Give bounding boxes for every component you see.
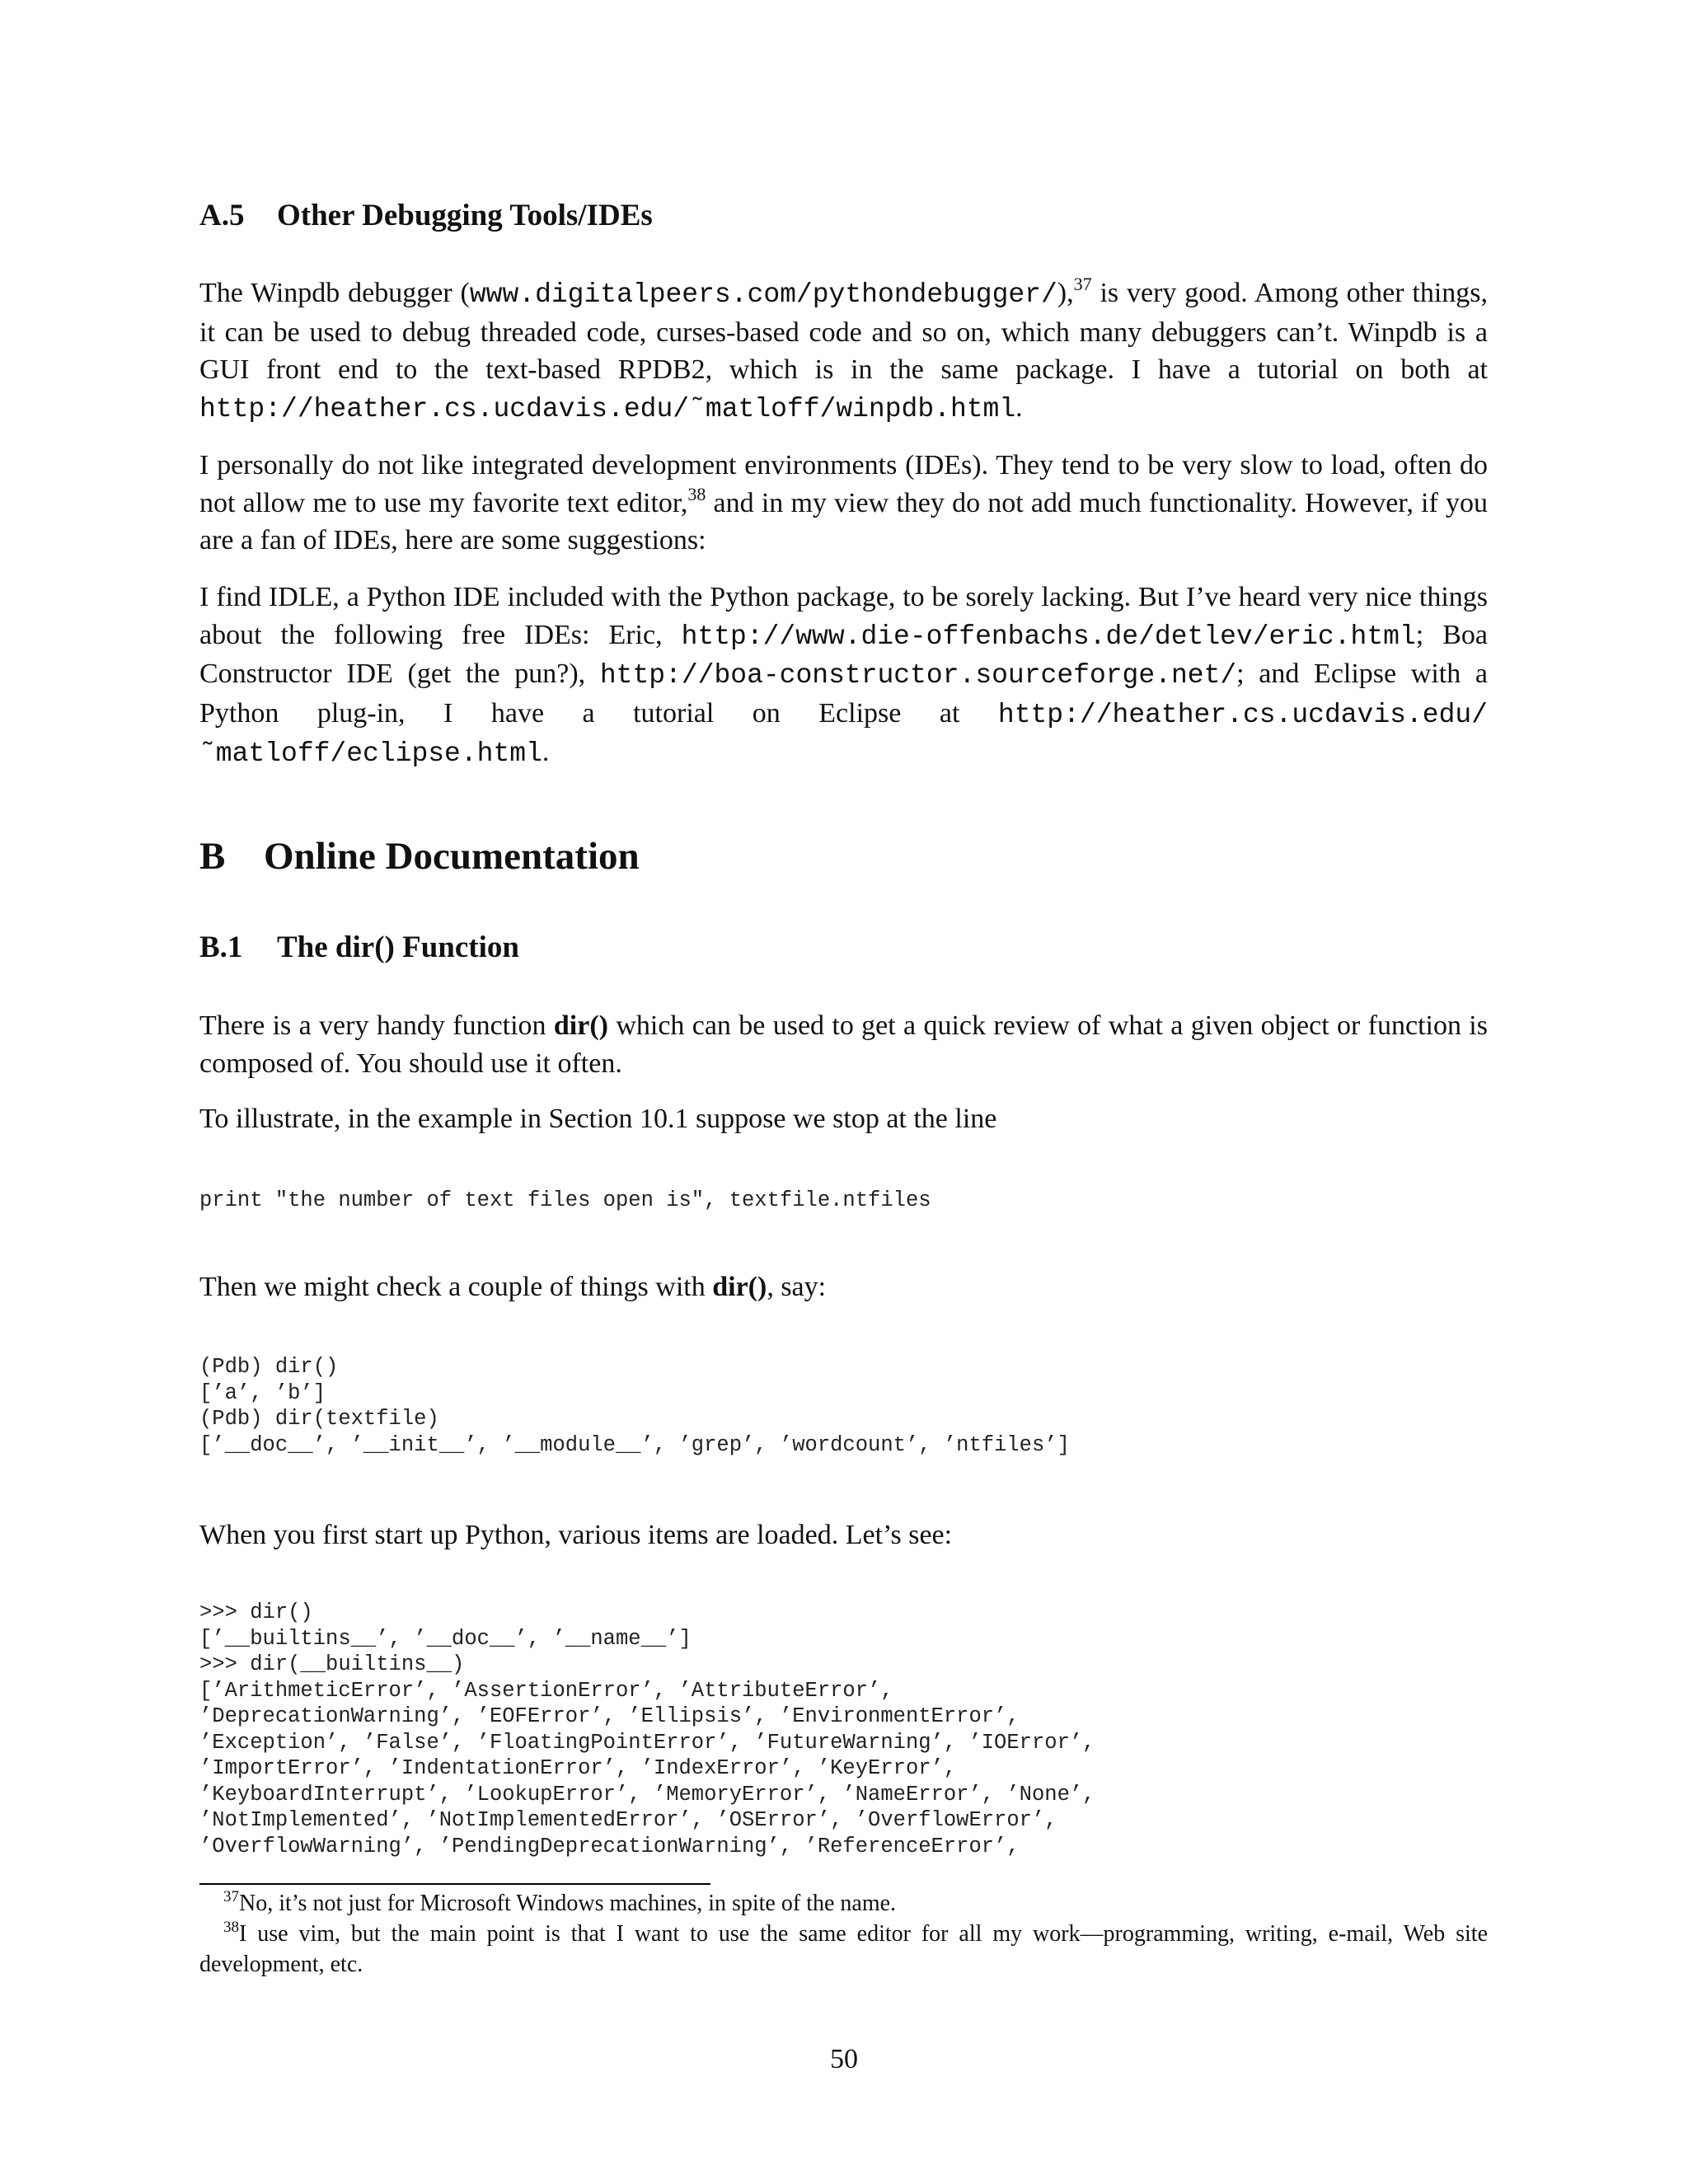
eric-url-link[interactable]: http://www.die-offenbachs.de/detlev/eric.html <box>681 621 1416 652</box>
section-b-heading <box>199 834 1488 879</box>
text-run: The Winpdb debugger ( <box>199 278 470 308</box>
section-b1-title: The dir() Function <box>277 930 519 964</box>
text-run: . <box>1015 391 1023 423</box>
section-a5-paragraph-1 <box>199 274 1488 428</box>
text-run: is very good. Among other things, it can be used to debug threaded code, curses-based code and so on, which many debuggers can’t. Winpdb is a GUI front end to the text-based RPDB2, which is in the same package. I have a tutorial on both at <box>199 278 1489 385</box>
text-run: ; and Eclipse with a Python plug-in, I have a tutorial on Eclipse at <box>199 658 1488 729</box>
footnote-38-text: I use vim, but the main point is that I want to use the same editor for all my work—programming, writing, e-mail, Web site development, etc. <box>199 1921 1488 1977</box>
code-block-3 <box>199 1600 1488 1859</box>
boa-url-link[interactable]: http://boa-constructor.sourceforge.net/ <box>599 660 1237 691</box>
section-b-title: Online Documentation <box>264 835 640 878</box>
footnote-ref-37[interactable]: 37 <box>1073 274 1092 294</box>
text-run: There is a very handy function <box>199 1010 554 1041</box>
text-run: . <box>542 737 550 767</box>
section-a5-heading-row <box>199 198 1488 233</box>
section-b1-paragraph-3 <box>199 1268 1488 1306</box>
code-pdb-session: (Pdb) dir() [’a’, ’b’] (Pdb) dir(textfile) [’__doc__’, ’__init__’, ’__module__’, ’grep’, ’wordcount’, ’ntfiles’] <box>199 1355 1070 1457</box>
text-run: ), <box>1057 278 1074 308</box>
code-print-line: print "the number of text files open is", textfile.ntfiles <box>199 1188 931 1212</box>
footnote-37 <box>199 1888 1488 1919</box>
section-a5-paragraph-2 <box>199 447 1488 560</box>
text-run: which can be used to get a quick review of what a given object or function is composed of. You should use it often. <box>199 1010 1488 1079</box>
code-block-2 <box>199 1354 1488 1458</box>
code-block-1 <box>199 1188 1488 1214</box>
footnote-38 <box>199 1919 1488 1980</box>
winpdb-tutorial-link[interactable]: http://heather.cs.ucdavis.edu/˜matloff/winpdb.html <box>199 393 1016 424</box>
section-b1-paragraph-2 <box>199 1100 1488 1138</box>
section-b-number: B <box>199 835 226 878</box>
section-b1-heading <box>199 930 1488 965</box>
footnote-38-number: 38 <box>223 1919 239 1936</box>
section-a5-number: A.5 <box>199 199 245 232</box>
text-run: and in my view they do not add much functionality. However, if you are a fan of IDEs, here are some suggestions: <box>199 487 1488 555</box>
section-b1-number: B.1 <box>199 930 243 964</box>
text-run: I personally do not like integrated development environments (IDEs). They tend to be very slow to load, often do not allow me to use my favorite text editor, <box>199 450 1488 518</box>
text-run: ; Boa Constructor IDE (get the pun?), <box>199 619 1488 689</box>
page-number: 50 <box>830 2044 858 2074</box>
illustrate-paragraph: To illustrate, in the example in Section 10.1 suppose we stop at the line <box>199 1104 997 1134</box>
text-run: , say: <box>767 1272 827 1302</box>
winpdb-url-link[interactable]: www.digitalpeers.com/pythondebugger/ <box>469 279 1057 310</box>
footnote-ref-38[interactable]: 38 <box>687 483 706 504</box>
footnote-divider <box>199 1883 710 1885</box>
dir-function-bold: dir() <box>712 1272 767 1302</box>
section-b-heading-row <box>199 834 1488 879</box>
section-a5-heading <box>199 198 1488 233</box>
code-python-session: >>> dir() [’__builtins__’, ’__doc__’, ’__name__’] >>> dir(__builtins__) [’ArithmeticError’, ’AssertionError’, ’AttributeError’, ’DeprecationWarning’, ’EOFError’, ’Ellipsis’, ’EnvironmentError’, ’Exception’, ’False’, ’FloatingPointError’, ’FutureWarning’, ’IOError’, ’ImportError’, ’IndentationError’, ’IndexError’, ’KeyError’, ’KeyboardInterrupt’, ’LookupError’, ’MemoryError’, ’NameError’, ’None’, ’NotImplemented’, ’NotImplementedError’, ’OSError’, ’OverflowError’, ’OverflowWarning’, ’PendingDeprecationWarning’, ’ReferenceError’, <box>199 1601 1095 1858</box>
section-b1-paragraph-4 <box>199 1516 1488 1554</box>
dir-function-bold: dir() <box>553 1010 608 1041</box>
text-run: I find IDLE, a Python IDE included with the Python package, to be sorely lacking. But I’ve heard very nice things about the following free IDEs: Eric, <box>199 582 1488 650</box>
footnote-37-number: 37 <box>223 1888 239 1905</box>
section-a5-title: Other Debugging Tools/IDEs <box>277 199 653 232</box>
eclipse-tutorial-link[interactable]: http://heather.cs.ucdavis.edu/˜matloff/eclipse.html <box>199 699 1488 769</box>
text-run: Then we might check a couple of things with <box>199 1272 713 1302</box>
section-b1-heading-row <box>199 930 1488 965</box>
footnotes <box>199 1888 1488 1980</box>
startup-paragraph: When you first start up Python, various items are loaded. Let’s see: <box>199 1520 953 1550</box>
section-b1-paragraph-1 <box>199 1007 1488 1082</box>
section-a5-paragraph-3 <box>199 579 1488 773</box>
footnote-37-text: No, it’s not just for Microsoft Windows machines, in spite of the name. <box>239 1891 897 1916</box>
